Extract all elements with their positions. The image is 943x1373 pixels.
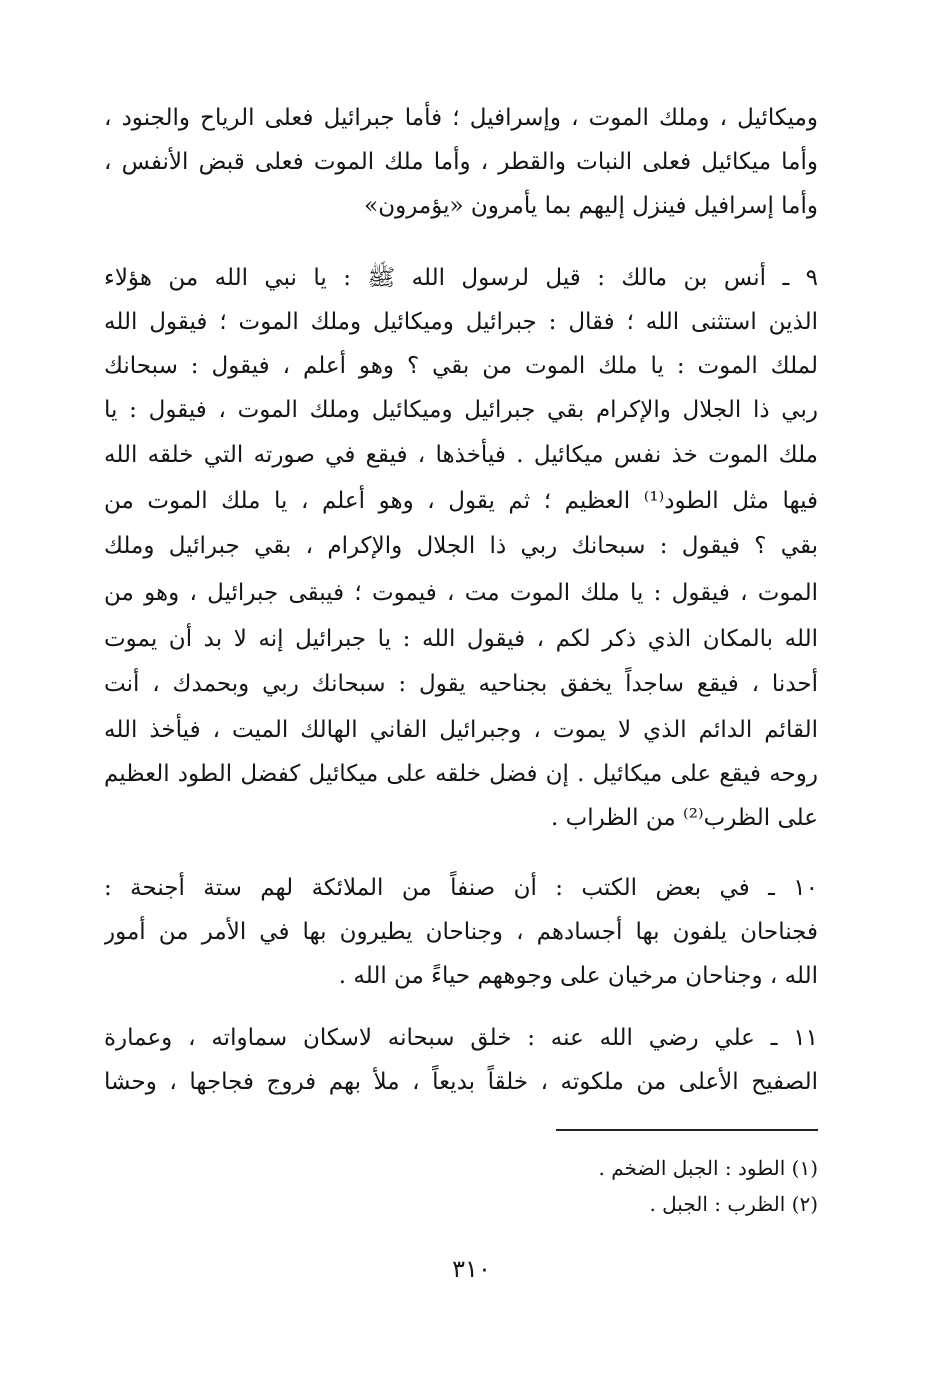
footnote-1: (١) الطود : الجبل الضخم . [598, 1156, 818, 1180]
text-line: على الظرب⁽²⁾ من الظراب . [550, 805, 818, 831]
page-number: ٣١٠ [452, 1255, 491, 1283]
text-line: فيها مثل الطود⁽¹⁾ العظيم ؛ ثم يقول ، وهو أعلم ، يا ملك الموت من [104, 488, 818, 514]
text-line: الموت ، فيقول : يا ملك الموت مت ، فيموت ؛ فيبقى جبرائيل ، وهو من [104, 580, 818, 606]
text-line: الله ، وجناحان مرخيان على وجوههم حياءً من الله . [338, 963, 818, 989]
text-line: ١١ ـ علي رضي الله عنه : خلق سبحانه لاسكان سماواته ، وعمارة [104, 1025, 818, 1051]
text-line: روحه فيقع على ميكائيل . إن فضل خلقه على ميكائيل كفضل الطود العظيم [104, 761, 818, 787]
text-line: وأما ميكائيل فعلى النبات والقطر ، وأما ملك الموت فعلى قبض الأنفس ، [104, 149, 818, 175]
footnote-2: (٢) الظرب : الجبل . [649, 1192, 818, 1216]
text-line: أحدنا ، فيقع ساجداً يخفق بجناحيه يقول : سبحانك ربي وبحمدك ، أنت [104, 671, 818, 697]
text-line: الصفيح الأعلى من ملكوته ، خلقاً بديعاً ، ملأ بهم فروج فجاجها ، وحشا [104, 1069, 818, 1095]
text-line: وأما إسرافيل فينزل إليهم بما يأمرون «يؤمرون» [364, 193, 818, 219]
text-line: فجناحان يلفون بها أجسادهم ، وجناحان يطيرون بها في الأمر من أمور [104, 919, 818, 945]
paragraph-item-10 [104, 866, 818, 998]
text-line: الله بالمكان الذي ذكر لكم ، فيقول الله : يا جبرائيل إنه لا بد أن يموت [104, 626, 818, 652]
paragraph-hadith-9 [104, 256, 818, 840]
footnote-divider [556, 1129, 818, 1131]
text-line: ١٠ ـ في بعض الكتب : أن صنفاً من الملائكة لهم ستة أجنحة : [104, 875, 818, 901]
text-line: وميكائيل ، وملك الموت ، وإسرافيل ؛ فأما جبرائيل فعلى الرياح والجنود ، [104, 105, 818, 131]
text-line: القائم الدائم الذي لا يموت ، وجبرائيل الفاني الهالك الميت ، فيأخذ الله [104, 717, 818, 743]
text-line: ٩ ـ أنس بن مالك : قيل لرسول الله ﷺ : يا نبي الله من هؤلاء [104, 265, 818, 291]
text-line: لملك الموت : يا ملك الموت من بقي ؟ وهو أعلم ، فيقول : سبحانك [104, 353, 818, 379]
text-line: ربي ذا الجلال والإكرام بقي جبرائيل وميكائيل وملك الموت ، فيقول : يا [104, 397, 818, 423]
text-line: الذين استثنى الله ؛ فقال : جبرائيل وميكائيل وملك الموت ؛ فيقول الله [104, 309, 818, 335]
paragraph-item-11 [104, 1016, 818, 1104]
paragraph-angels-duties [104, 96, 818, 228]
footnotes [430, 1150, 818, 1222]
text-line: ملك الموت خذ نفس ميكائيل . فيأخذها ، فيقع في صورته التي خلقه الله [104, 442, 818, 468]
text-line: بقي ؟ فيقول : سبحانك ربي ذا الجلال والإكرام ، بقي جبرائيل وملك [104, 533, 818, 559]
